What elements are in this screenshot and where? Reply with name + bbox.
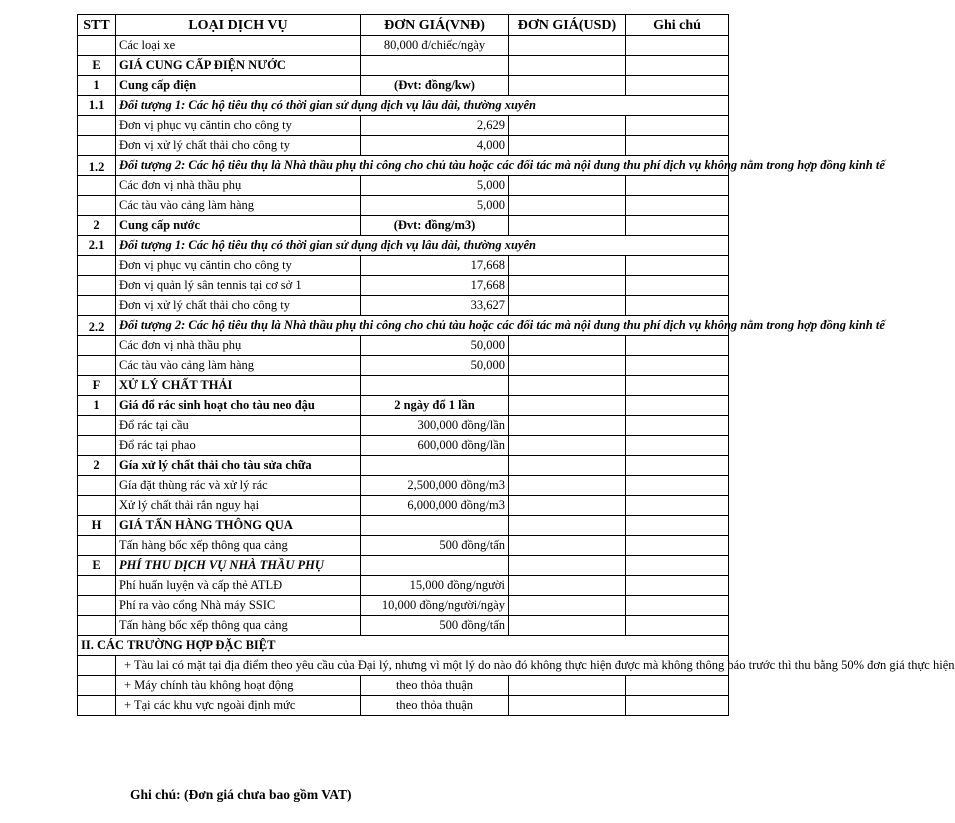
special-row xyxy=(78,676,729,696)
row-service: Phí ra vào cổng Nhà máy SSIC xyxy=(116,596,361,616)
row-price-usd xyxy=(509,376,626,396)
row-price-vnd: 5,000 xyxy=(361,176,509,196)
row-service: Đơn vị xử lý chất thải cho công ty xyxy=(116,136,361,156)
row-service: Gía đặt thùng rác và xử lý rác xyxy=(116,476,361,496)
row-note xyxy=(626,476,729,496)
row-price-vnd: 600,000 đồng/lần xyxy=(361,436,509,456)
row-service: Đơn vị phục vụ căntin cho công ty xyxy=(116,256,361,276)
row-service: XỬ LÝ CHẤT THẢI xyxy=(116,376,361,396)
row-price-vnd: 2 ngày đổ 1 lần xyxy=(361,396,509,416)
header-price-vnd: ĐƠN GIÁ(VNĐ) xyxy=(361,15,509,36)
special-price-usd xyxy=(509,696,626,716)
table-row xyxy=(78,256,729,276)
footer-note: Ghi chú: (Đơn giá chưa bao gồm VAT) xyxy=(130,787,352,802)
row-price-usd xyxy=(509,536,626,556)
table-row xyxy=(78,36,729,56)
table-row xyxy=(78,496,729,516)
row-price-usd xyxy=(509,336,626,356)
row-note xyxy=(626,116,729,136)
row-stt xyxy=(78,596,116,616)
row-note xyxy=(626,536,729,556)
row-note xyxy=(626,216,729,236)
row-note xyxy=(626,76,729,96)
table-row xyxy=(78,316,729,336)
special-text: + Tại các khu vực ngoài định mức xyxy=(116,696,361,716)
row-price-usd xyxy=(509,416,626,436)
table-header-row xyxy=(78,15,729,36)
row-price-usd xyxy=(509,596,626,616)
row-price-vnd: 10,000 đồng/người/ngày xyxy=(361,596,509,616)
row-price-vnd: 33,627 xyxy=(361,296,509,316)
table-row xyxy=(78,296,729,316)
row-price-vnd: 80,000 đ/chiếc/ngày xyxy=(361,36,509,56)
row-service: Đối tượng 2: Các hộ tiêu thụ là Nhà thầu phụ thi công cho chủ tàu hoặc các đối tác mà nội dung thu phí dịch vụ không nằm trong hợp đồng kinh tế xyxy=(116,316,729,336)
row-price-usd xyxy=(509,276,626,296)
row-note xyxy=(626,436,729,456)
row-price-vnd xyxy=(361,376,509,396)
header-service: LOẠI DỊCH VỤ xyxy=(116,15,361,36)
table-row xyxy=(78,576,729,596)
row-price-usd xyxy=(509,556,626,576)
row-stt: E xyxy=(78,556,116,576)
row-service: PHÍ THU DỊCH VỤ NHÀ THẦU PHỤ xyxy=(116,556,361,576)
row-stt: 2 xyxy=(78,456,116,476)
special-price-vnd: theo thỏa thuận xyxy=(361,676,509,696)
row-price-vnd: 17,668 xyxy=(361,276,509,296)
row-note xyxy=(626,576,729,596)
table-row xyxy=(78,156,729,176)
special-title-row xyxy=(78,636,729,656)
row-service: Gía xử lý chất thải cho tàu sửa chữa xyxy=(116,456,361,476)
row-price-usd xyxy=(509,496,626,516)
table-body xyxy=(78,36,955,716)
row-stt xyxy=(78,276,116,296)
row-stt: 1 xyxy=(78,396,116,416)
row-note xyxy=(626,396,729,416)
row-note xyxy=(626,136,729,156)
special-text: + Tàu lai có mặt tại địa điểm theo yêu cầu của Đại lý, nhưng vì một lý do nào đó không thực hiện được mà không thông báo trước thì thu bằng 50% đơn giá thực hiện xyxy=(116,656,729,676)
special-text: + Máy chính tàu không hoạt động xyxy=(116,676,361,696)
table-row xyxy=(78,136,729,156)
table-row xyxy=(78,436,729,456)
table-row xyxy=(78,196,729,216)
row-service: Cung cấp nước xyxy=(116,216,361,236)
row-stt: 2.1 xyxy=(78,236,116,256)
row-stt xyxy=(78,476,116,496)
special-stt xyxy=(78,676,116,696)
row-service: Phí huấn luyện và cấp thẻ ATLĐ xyxy=(116,576,361,596)
row-stt: 2.2 xyxy=(78,316,116,336)
table-row xyxy=(78,456,729,476)
row-service: GIÁ CUNG CẤP ĐIỆN NƯỚC xyxy=(116,56,361,76)
row-service: Đơn vị xử lý chất thải cho công ty xyxy=(116,296,361,316)
row-price-vnd: 50,000 xyxy=(361,356,509,376)
row-service: Các tàu vào cảng làm hàng xyxy=(116,196,361,216)
row-stt xyxy=(78,336,116,356)
row-note xyxy=(626,336,729,356)
row-note xyxy=(626,196,729,216)
row-price-vnd: (Đvt: đồng/kw) xyxy=(361,76,509,96)
row-price-vnd: 50,000 xyxy=(361,336,509,356)
row-note xyxy=(626,256,729,276)
row-note xyxy=(626,356,729,376)
row-stt xyxy=(78,176,116,196)
row-note xyxy=(626,516,729,536)
row-service: Đơn vị phục vụ căntin cho công ty xyxy=(116,116,361,136)
row-note xyxy=(626,616,729,636)
row-service: Đơn vị quản lý sân tennis tại cơ sở 1 xyxy=(116,276,361,296)
row-price-usd xyxy=(509,56,626,76)
row-price-usd xyxy=(509,216,626,236)
row-stt xyxy=(78,496,116,516)
table-row xyxy=(78,356,729,376)
header-price-usd: ĐƠN GIÁ(USD) xyxy=(509,15,626,36)
row-price-vnd: 2,629 xyxy=(361,116,509,136)
row-stt: F xyxy=(78,376,116,396)
row-service: Các đơn vị nhà thầu phụ xyxy=(116,336,361,356)
special-note xyxy=(626,676,729,696)
table-row xyxy=(78,76,729,96)
row-service: Cung cấp điện xyxy=(116,76,361,96)
row-service: Tấn hàng bốc xếp thông qua cảng xyxy=(116,536,361,556)
table-row xyxy=(78,116,729,136)
row-stt xyxy=(78,416,116,436)
row-price-vnd: 4,000 xyxy=(361,136,509,156)
special-title: II. CÁC TRƯỜNG HỢP ĐẶC BIỆT xyxy=(78,636,729,656)
row-note xyxy=(626,276,729,296)
price-table xyxy=(77,14,955,716)
table-row xyxy=(78,476,729,496)
row-note xyxy=(626,296,729,316)
table-row xyxy=(78,236,729,256)
row-price-vnd xyxy=(361,456,509,476)
row-stt: E xyxy=(78,56,116,76)
special-row xyxy=(78,656,729,676)
row-stt xyxy=(78,356,116,376)
row-price-vnd: 6,000,000 đồng/m3 xyxy=(361,496,509,516)
row-stt xyxy=(78,36,116,56)
header-note: Ghi chú xyxy=(626,15,729,36)
row-stt: 1 xyxy=(78,76,116,96)
row-stt: 2 xyxy=(78,216,116,236)
row-price-usd xyxy=(509,196,626,216)
row-service: Các đơn vị nhà thầu phụ xyxy=(116,176,361,196)
special-price-vnd: theo thỏa thuận xyxy=(361,696,509,716)
row-price-vnd: 500 đồng/tấn xyxy=(361,536,509,556)
row-note xyxy=(626,556,729,576)
row-price-vnd xyxy=(361,516,509,536)
row-price-vnd: 500 đồng/tấn xyxy=(361,616,509,636)
row-service: Đối tượng 1: Các hộ tiêu thụ có thời gian sử dụng dịch vụ lâu dài, thường xuyên xyxy=(116,236,729,256)
row-price-usd xyxy=(509,136,626,156)
row-service: Tấn hàng bốc xếp thông qua cảng xyxy=(116,616,361,636)
row-stt: 1.2 xyxy=(78,156,116,176)
row-note xyxy=(626,416,729,436)
row-stt xyxy=(78,116,116,136)
table-row xyxy=(78,336,729,356)
row-price-usd xyxy=(509,396,626,416)
row-service: Các loại xe xyxy=(116,36,361,56)
row-stt xyxy=(78,256,116,276)
row-price-vnd xyxy=(361,56,509,76)
row-price-usd xyxy=(509,576,626,596)
row-note xyxy=(626,176,729,196)
table-row xyxy=(78,416,729,436)
table-row xyxy=(78,376,729,396)
row-price-vnd: 17,668 xyxy=(361,256,509,276)
table-row xyxy=(78,516,729,536)
row-price-usd xyxy=(509,176,626,196)
row-price-usd xyxy=(509,476,626,496)
row-price-vnd: 5,000 xyxy=(361,196,509,216)
table-row xyxy=(78,56,729,76)
row-stt: H xyxy=(78,516,116,536)
row-price-usd xyxy=(509,436,626,456)
row-service: Đối tượng 2: Các hộ tiêu thụ là Nhà thầu phụ thi công cho chủ tàu hoặc các đối tác mà nội dung thu phí dịch vụ không nằm trong hợp đồng kinh tế xyxy=(116,156,729,176)
row-stt xyxy=(78,616,116,636)
row-stt: 1.1 xyxy=(78,96,116,116)
row-note xyxy=(626,496,729,516)
row-service: Các tàu vào cảng làm hàng xyxy=(116,356,361,376)
table-row xyxy=(78,216,729,236)
row-price-vnd: (Đvt: đồng/m3) xyxy=(361,216,509,236)
row-service: GIÁ TẤN HÀNG THÔNG QUA xyxy=(116,516,361,536)
row-stt xyxy=(78,436,116,456)
table-row xyxy=(78,596,729,616)
table-row xyxy=(78,616,729,636)
row-price-vnd: 2,500,000 đồng/m3 xyxy=(361,476,509,496)
header-stt: STT xyxy=(78,15,116,36)
row-note xyxy=(626,376,729,396)
row-price-usd xyxy=(509,36,626,56)
table-row xyxy=(78,176,729,196)
row-stt xyxy=(78,536,116,556)
row-price-vnd: 300,000 đồng/lần xyxy=(361,416,509,436)
table-row xyxy=(78,276,729,296)
row-service: Đổ rác tại phao xyxy=(116,436,361,456)
row-stt xyxy=(78,196,116,216)
row-price-usd xyxy=(509,76,626,96)
row-service: Giá đổ rác sinh hoạt cho tàu neo đậu xyxy=(116,396,361,416)
row-note xyxy=(626,56,729,76)
row-price-usd xyxy=(509,456,626,476)
row-note xyxy=(626,36,729,56)
special-row xyxy=(78,696,729,716)
special-stt xyxy=(78,656,116,676)
table-row xyxy=(78,396,729,416)
row-price-usd xyxy=(509,116,626,136)
row-service: Đối tượng 1: Các hộ tiêu thụ có thời gian sử dụng dịch vụ lâu dài, thường xuyên xyxy=(116,96,729,116)
special-stt xyxy=(78,696,116,716)
table-row xyxy=(78,536,729,556)
row-note xyxy=(626,456,729,476)
row-price-usd xyxy=(509,356,626,376)
row-note xyxy=(626,596,729,616)
row-price-vnd: 15,000 đồng/người xyxy=(361,576,509,596)
special-note xyxy=(626,696,729,716)
row-service: Đổ rác tại cầu xyxy=(116,416,361,436)
row-service: Xử lý chất thải rắn nguy hại xyxy=(116,496,361,516)
row-stt xyxy=(78,576,116,596)
table-row xyxy=(78,556,729,576)
row-stt xyxy=(78,296,116,316)
row-price-usd xyxy=(509,516,626,536)
special-price-usd xyxy=(509,676,626,696)
row-price-usd xyxy=(509,296,626,316)
row-price-vnd xyxy=(361,556,509,576)
table-row xyxy=(78,96,729,116)
row-price-usd xyxy=(509,616,626,636)
row-stt xyxy=(78,136,116,156)
row-price-usd xyxy=(509,256,626,276)
